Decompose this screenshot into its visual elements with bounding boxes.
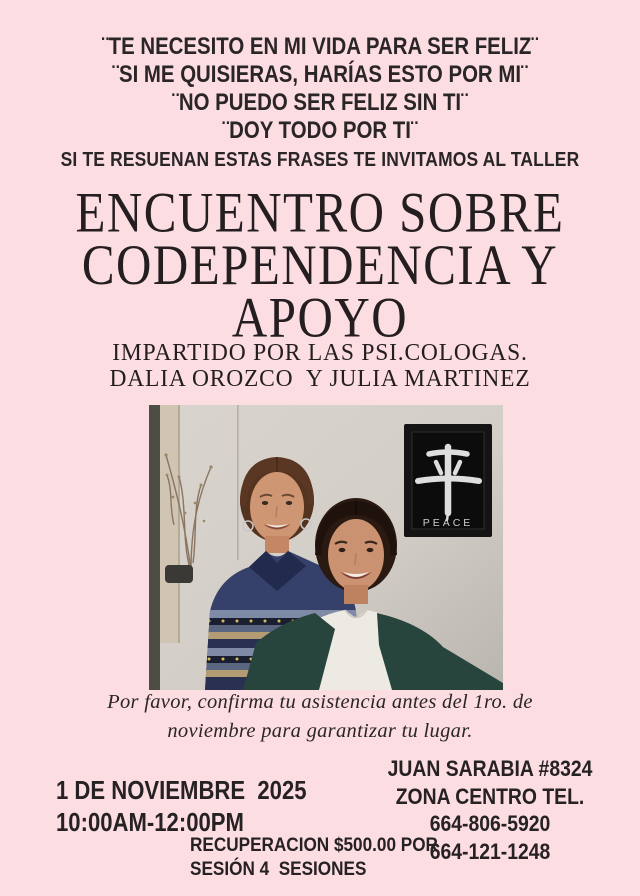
door-frame-shadow xyxy=(178,405,180,643)
title-line-3: APOYO xyxy=(231,285,409,350)
quote-line-1: ¨TE NECESITO EN MI VIDA PARA SER FELIZ¨ xyxy=(101,33,539,60)
quote-line-2: ¨SI ME QUISIERAS, HARÍAS ESTO POR MI¨ xyxy=(112,61,528,88)
event-time: 10:00AM-12:00PM xyxy=(56,807,244,837)
wall-seam xyxy=(237,405,239,560)
venue-street: JUAN SARABIA #8324 xyxy=(387,756,593,781)
facilitators-block xyxy=(0,340,640,393)
venue-zone: ZONA CENTRO TEL. xyxy=(395,783,585,809)
quotes-block xyxy=(48,33,592,174)
cost-line-2: SESIÓN 4 SESIONES xyxy=(190,858,367,880)
title-line-2: CODEPENDENCIA Y xyxy=(81,232,559,297)
title-line-1: ENCUENTRO SOBRE xyxy=(75,180,565,245)
cost-line-1: RECUPERACION $500.00 POR xyxy=(190,834,438,856)
facilitators-line-2: DALIA OROZCO Y JULIA MARTINEZ xyxy=(109,365,531,393)
peace-label: PEACE xyxy=(422,517,474,529)
facilitators-photo xyxy=(149,405,503,690)
venue-phone-2: 664-121-1248 xyxy=(429,838,551,864)
dark-door-edge xyxy=(149,405,160,690)
confirmation-line-1: Por favor, confirma tu asistencia antes del 1ro. de xyxy=(107,691,533,713)
confirmation-note xyxy=(0,688,640,746)
quote-line-4: ¨DOY TODO POR TI¨ xyxy=(222,117,418,144)
quote-line-3: ¨NO PUEDO SER FELIZ SIN TI¨ xyxy=(172,89,468,116)
photo-illustration xyxy=(149,405,503,690)
invite-line: SI TE RESUENAN ESTAS FRASES TE INVITAMOS AL TALLER xyxy=(60,148,580,171)
schedule-block xyxy=(56,774,307,838)
peace-frame xyxy=(404,424,492,537)
confirmation-line-2: noviembre para garantizar tu lugar. xyxy=(167,720,473,742)
page-title xyxy=(6,180,633,350)
cost-block xyxy=(190,833,438,881)
door-frame-strip xyxy=(160,405,179,643)
event-date: 1 DE NOVIEMBRE 2025 xyxy=(56,775,307,805)
facilitators-line-1: IMPARTIDO POR LAS PSI.COLOGAS. xyxy=(112,338,528,367)
venue-phone-1: 664-806-5920 xyxy=(429,811,551,836)
dark-object xyxy=(165,565,193,583)
